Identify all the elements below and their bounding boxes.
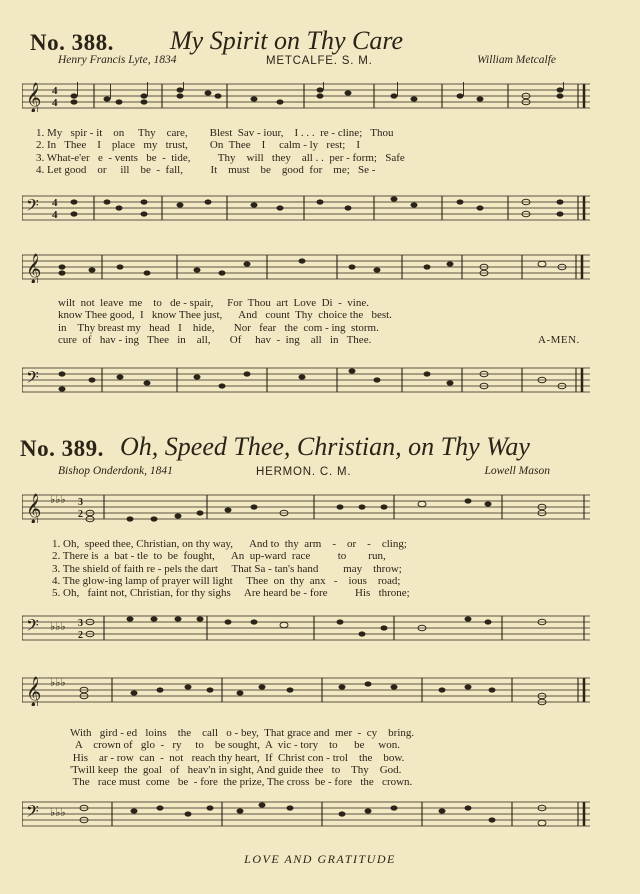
hymn-389-lyrics-1 [52, 538, 600, 599]
svg-text:4: 4 [52, 209, 58, 221]
lyric-line: 2. There is a bat - tle to be fought, An up-ward race to run, [52, 550, 386, 563]
svg-text:𝄞: 𝄞 [26, 677, 42, 706]
svg-text:4: 4 [52, 197, 58, 209]
svg-text:𝄢: 𝄢 [26, 615, 39, 639]
hymn-388-treble-staff-2 [22, 253, 590, 283]
hymn-388-composer: William Metcalfe [477, 54, 556, 66]
lyric-line: 4. Let good or ill be - fall, It must be good for me; Se - [36, 163, 376, 176]
lyric-line: know Thee good, I know Thee just, And count Thy choice the best. [58, 309, 392, 322]
hymn-389-author: Bishop Onderdonk, 1841 [58, 465, 173, 477]
hymn-389-title: Oh, Speed Thee, Christian, on Thy Way [120, 432, 530, 461]
svg-text:4: 4 [52, 97, 58, 109]
lyric-line: His ar - row can - not reach thy heart, If Christ con - trol the bow. [70, 751, 405, 764]
hymn-389-composer: Lowell Mason [484, 465, 550, 477]
hymn-388-title: My Spirit on Thy Care [170, 26, 404, 55]
svg-text:♭♭♭: ♭♭♭ [50, 807, 66, 819]
lyric-line: With gird - ed loins the call o - bey, That grace and mer - cy bring. [70, 727, 415, 739]
page-footer: LOVE AND GRATITUDE [244, 852, 396, 866]
hymn-389-number: No. 389. [20, 436, 104, 461]
hymn-388-lyrics-1 [36, 127, 584, 176]
lyric-line: 3. The shield of faith re - pels the dart That Sa - tan's hand may throw; [52, 562, 402, 575]
lyric-line: in Thy breast my head I hide, Nor fear the com - ing storm. [58, 321, 379, 334]
lyric-line: 1. My spir - it on Thy care, Blest Sav - iour, I . . . re - cline; Thou [36, 127, 394, 139]
svg-text:2: 2 [78, 630, 83, 641]
lyric-line: 4. The glow-ing lamp of prayer will light Thee on thy anx - ious road; [52, 574, 401, 587]
svg-text:𝄞: 𝄞 [26, 254, 42, 283]
lyric-line: The race must come be - fore the prize, The cross be - fore the crown. [70, 776, 413, 789]
hymn-388-lyrics-2 [58, 297, 606, 346]
svg-text:𝄢: 𝄢 [26, 801, 39, 825]
lyric-line: cure of hav - ing Thee in all, Of hav - ing all in Thee. [58, 333, 372, 346]
svg-text:♭♭♭: ♭♭♭ [50, 677, 66, 689]
hymn-389-lyrics-2 [70, 727, 618, 788]
lyric-line: 5. Oh, faint not, Christian, for thy sighs Are heard be - fore His throne; [52, 587, 410, 600]
svg-text:4: 4 [52, 85, 58, 97]
lyric-line: 'Twill keep the goal of heav'n in sight, And guide thee to Thy God. [70, 763, 402, 776]
svg-text:♭♭♭: ♭♭♭ [50, 621, 66, 633]
hymn-389-tune: HERMON. C. M. [256, 466, 352, 478]
lyric-line: 1. Oh, speed thee, Christian, on thy way, And to thy arm - or - cling; [52, 538, 407, 550]
hymn-388-bass-staff-1 [22, 194, 590, 224]
lyric-line: 2. In Thee I place my trust, On Thee I calm - ly rest; I [36, 139, 361, 152]
hymn-389-bass-staff-1 [22, 614, 590, 644]
svg-text:2: 2 [78, 509, 83, 520]
hymn-388-author: Henry Francis Lyte, 1834 [58, 54, 177, 66]
amen-label: A-MEN. [538, 334, 580, 346]
lyric-line: A crown of glo - ry to be sought, A vic - tory to be won. [70, 739, 400, 752]
hymn-388-treble-staff-1 [22, 82, 590, 112]
svg-text:𝄞: 𝄞 [26, 83, 42, 112]
svg-text:𝄢: 𝄢 [26, 367, 39, 391]
svg-text:♭♭♭: ♭♭♭ [50, 494, 66, 506]
hymn-389-bass-staff-2 [22, 800, 590, 830]
hymn-388-tune: METCALFE. S. M. [266, 55, 373, 67]
svg-text:3: 3 [78, 497, 83, 508]
svg-text:𝄞: 𝄞 [26, 494, 42, 523]
hymn-389-treble-staff-2 [22, 676, 590, 706]
lyric-line: 3. What-e'er e - vents be - tide, Thy will they all . . per - form; Safe [36, 151, 405, 164]
lyric-line: wilt not leave me to de - spair, For Thou art Love Di - vine. [58, 297, 369, 309]
hymn-389-treble-staff-1 [22, 493, 590, 523]
svg-text:𝄢: 𝄢 [26, 195, 39, 219]
hymn-388-number: No. 388. [30, 30, 114, 55]
hymn-388-bass-staff-2 [22, 366, 590, 396]
svg-text:3: 3 [78, 618, 83, 629]
